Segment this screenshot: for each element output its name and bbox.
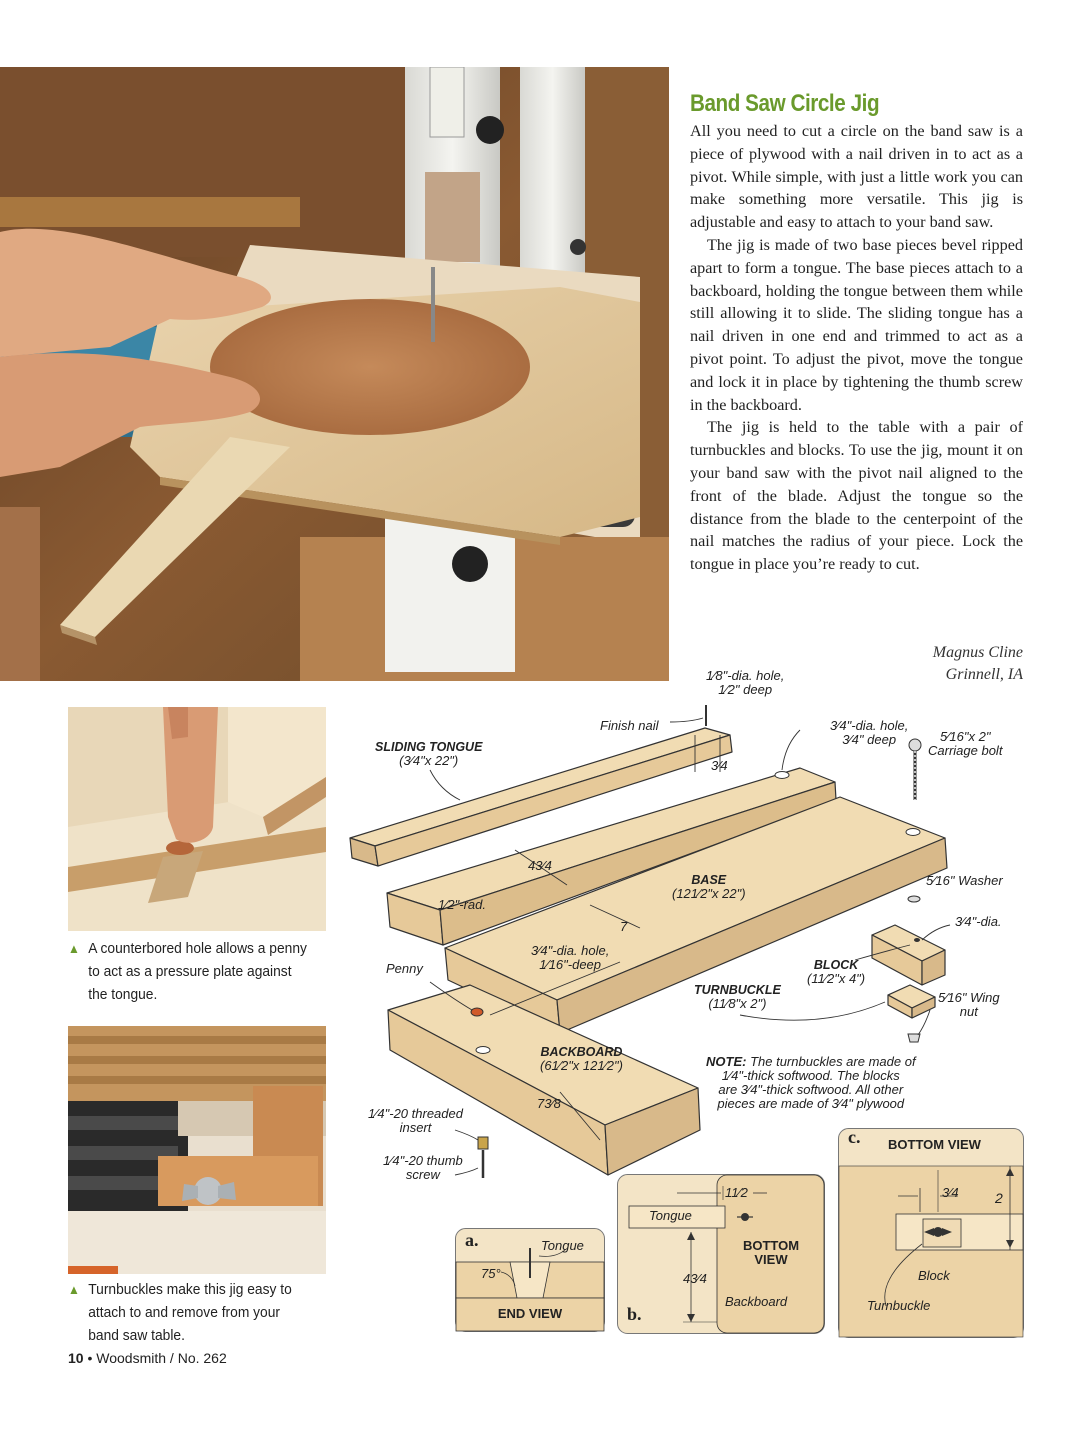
article-title: Band Saw Circle Jig	[690, 90, 880, 117]
label-wing-nut-line-2: nut	[959, 1004, 978, 1019]
label-dim-seven: 7	[620, 919, 628, 934]
label-hole-large-line-1: 3⁄4"-dia. hole,	[830, 718, 909, 733]
label-dim-seven-three-eighths: 73⁄8	[537, 1096, 561, 1111]
label-penny-hole	[531, 944, 609, 972]
caption-penny-line-3: the tongue.	[88, 986, 158, 1003]
label-hole-small-line-1: 1⁄8"-dia. hole,	[706, 668, 785, 683]
label-penny: Penny	[386, 961, 423, 976]
label-turnbuckle-name: TURNBUCKLE	[694, 983, 781, 997]
detail-b-dim-side: 43⁄4	[683, 1271, 707, 1286]
label-block	[807, 958, 865, 986]
detail-c-block-label: Block	[918, 1268, 950, 1283]
label-backboard	[540, 1045, 623, 1073]
detail-b-tongue-label: Tongue	[649, 1208, 692, 1223]
label-carriage-bolt-line-1: 5⁄16"x 2"	[940, 729, 991, 744]
article-body	[690, 120, 1023, 576]
label-thumb-screw-line-2: screw	[405, 1167, 440, 1182]
caption-turnbuckle-line-3: band saw table.	[88, 1327, 185, 1344]
detail-c-bottom-view	[838, 1128, 1024, 1338]
photo-turnbuckle	[68, 1026, 326, 1274]
detail-a-tongue-label: Tongue	[541, 1238, 584, 1253]
detail-a-view-label: END VIEW	[497, 1306, 563, 1321]
label-radius: 1⁄2"-rad.	[438, 897, 486, 912]
detail-b-backboard-label: Backboard	[725, 1294, 788, 1309]
label-backboard-size: (61⁄2"x 121⁄2")	[540, 1058, 623, 1073]
caption-penny-line-2: to act as a pressure plate against	[88, 963, 292, 980]
label-note-line-2: 1⁄4"-thick softwood. The blocks	[721, 1068, 900, 1083]
page-footer	[68, 1350, 227, 1366]
label-note-line-1	[706, 1055, 916, 1069]
label-threaded-insert	[368, 1107, 463, 1135]
label-turnbuckle	[694, 983, 781, 1011]
label-carriage-bolt	[928, 730, 1002, 758]
label-wing-nut-line-1: 5⁄16" Wing	[938, 990, 1000, 1005]
footer-separator: •	[87, 1350, 93, 1366]
label-sliding-tongue-name: SLIDING TONGUE	[375, 740, 483, 754]
label-backboard-name: BACKBOARD	[540, 1045, 623, 1059]
label-dim-three-quarter: 3⁄4	[711, 758, 728, 773]
note-line-1-text: The turnbuckles are made of	[750, 1054, 916, 1069]
detail-c-letter: c.	[848, 1127, 861, 1147]
main-photo-band-saw	[0, 67, 669, 681]
author-location: Grinnell, IA	[945, 666, 1023, 683]
magazine-issue: Woodsmith / No. 262	[96, 1350, 227, 1366]
caption-turnbuckle-line-1: Turnbuckles make this jig easy to	[88, 1281, 292, 1298]
label-base-name: BASE	[691, 873, 727, 887]
label-threaded-insert-line-2: insert	[399, 1120, 432, 1135]
caption-turnbuckle-line-2: attach to and remove from your	[88, 1304, 281, 1321]
detail-c-view-label: BOTTOM VIEW	[888, 1137, 981, 1152]
label-washer: 5⁄16" Washer	[926, 873, 1003, 888]
detail-a-end-view	[455, 1228, 605, 1332]
detail-c-dim-a: 3⁄4	[942, 1185, 959, 1200]
detail-b-view-label	[717, 1239, 825, 1267]
label-block-name: BLOCK	[813, 958, 859, 972]
label-hole-small-line-2: 1⁄2" deep	[718, 682, 773, 697]
detail-b-bottom-view	[617, 1174, 825, 1334]
label-hole-large-line-2: 3⁄4" deep	[842, 732, 897, 747]
label-hole-large	[830, 719, 908, 747]
detail-b-view-line-1: BOTTOM	[742, 1238, 800, 1253]
caption-turnbuckle	[68, 1278, 309, 1347]
detail-b-letter: b.	[627, 1304, 642, 1324]
label-note-line-3: are 3⁄4"-thick softwood. All other	[718, 1082, 904, 1097]
label-hole-small	[706, 669, 784, 697]
label-note	[706, 1055, 916, 1111]
label-turnbuckle-size: (11⁄8"x 2")	[708, 996, 767, 1011]
caption-triangle-icon: ▲	[68, 1282, 80, 1297]
label-note-line-4: pieces are made of 3⁄4" plywood	[717, 1096, 905, 1111]
label-base	[672, 873, 746, 901]
caption-penny	[68, 937, 309, 1006]
label-penny-hole-line-2: 1⁄16"-deep	[539, 957, 602, 972]
label-thumb-screw	[383, 1154, 463, 1182]
label-wing-nut	[938, 991, 1000, 1019]
note-label: NOTE:	[706, 1054, 747, 1069]
detail-a-letter: a.	[465, 1230, 479, 1250]
label-sliding-tongue	[375, 740, 482, 768]
detail-c-dim-b: 2	[995, 1190, 1003, 1206]
label-dim-four-three-quarter: 43⁄4	[528, 858, 552, 873]
label-thumb-screw-line-1: 1⁄4"-20 thumb	[383, 1153, 463, 1168]
article-paragraph-3: The jig is held to the table with a pair of turnbuckles and blocks. To use the jig, mount it on your band saw with the pivot nail aligned to the front of the blade. Adjust the tongue so the distance from the blade to the centerpoint of the nail matches the radius of your piece. Lock the tongue in place you’re ready to cut.	[690, 418, 1023, 574]
label-base-size: (121⁄2"x 22")	[672, 886, 746, 901]
label-block-size: (11⁄2"x 4")	[807, 971, 866, 986]
label-threaded-insert-line-1: 1⁄4"-20 threaded	[368, 1106, 463, 1121]
article-paragraph-2: The jig is made of two base pieces bevel ripped apart to form a tongue. The base pieces attach to a backboard, holding the tongue between them while still allowing it to slide. The sliding tongue has a nail driven in one end and trimmed to act as a pivot point. To adjust the pivot, move the tongue and lock it in place by tightening the thumb screw in the backboard.	[690, 235, 1023, 414]
article-paragraph-1: All you need to cut a circle on the band saw is a piece of plywood with a nail driven in to act as a pivot. While simple, with just a little work you can make something more versatile. This jig is adjustable and easy to attach to your band saw.	[690, 122, 1023, 232]
label-dia-three-quarter: 3⁄4"-dia.	[955, 914, 1002, 929]
label-finish-nail: Finish nail	[600, 718, 659, 733]
label-penny-hole-line-1: 3⁄4"-dia. hole,	[531, 943, 610, 958]
detail-c-turnbuckle-label: Turnbuckle	[867, 1298, 931, 1313]
label-sliding-tongue-size: (3⁄4"x 22")	[399, 753, 459, 768]
detail-b-view-line-2: VIEW	[754, 1252, 788, 1267]
author-name: Magnus Cline	[932, 644, 1023, 661]
caption-penny-line-1: A counterbored hole allows a penny	[88, 940, 307, 957]
detail-b-dim-top: 11⁄2	[725, 1185, 748, 1200]
photo-penny-pressure-plate	[68, 707, 326, 931]
caption-triangle-icon: ▲	[68, 941, 80, 956]
detail-a-angle-label: 75°	[481, 1266, 501, 1281]
page-number: 10	[68, 1350, 84, 1366]
label-carriage-bolt-line-2: Carriage bolt	[928, 743, 1003, 758]
